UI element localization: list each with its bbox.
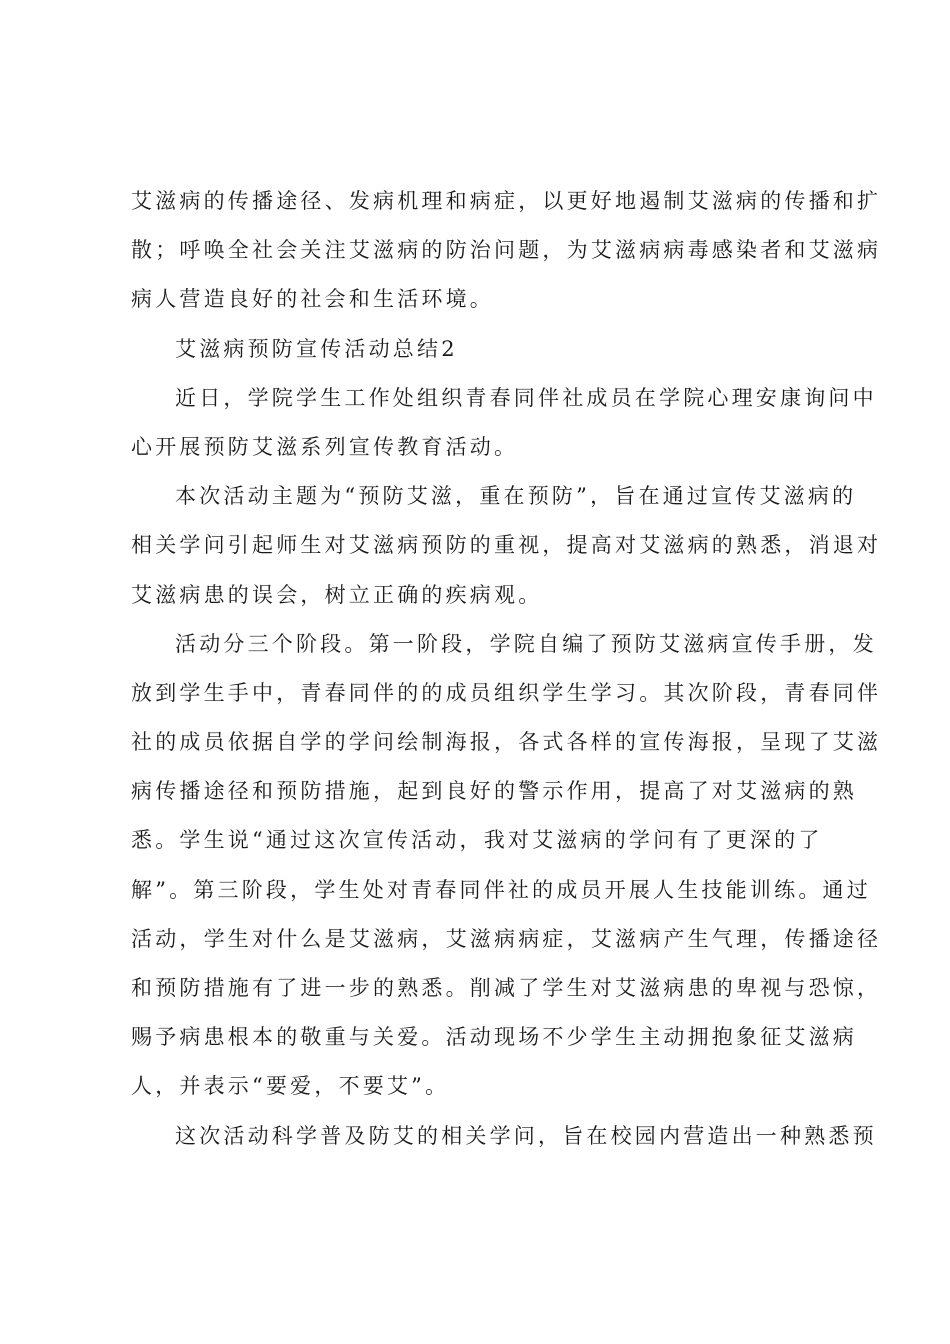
text-line: 放到学生手中，青春同伴的的成员组织学生学习。其次阶段，青春同伴 <box>131 680 882 705</box>
text-line: 本次活动主题为“预防艾滋，重在预防”，旨在通过宣传艾滋病的 <box>175 484 857 509</box>
text-line: 艾滋病的传播途径、发病机理和病症，以更好地遏制艾滋病的传播和扩 <box>131 189 882 213</box>
text-line: 病传播途径和预防措施，起到良好的警示作用，提高了对艾滋病的熟 <box>131 779 857 804</box>
text-line: 心开展预防艾滋系列宣传教育活动。 <box>131 434 519 459</box>
text-line: 赐予病患根本的敬重与关爱。活动现场不少学生主动拥抱象征艾滋病 <box>131 1025 857 1050</box>
text-line: 散；呼唤全社会关注艾滋病的防治问题，为艾滋病病毒感染者和艾滋病 <box>131 238 882 263</box>
text-line: 艾滋病患的误会，树立正确的疾病观。 <box>131 582 543 607</box>
text-line: 活动，学生对什么是艾滋病，艾滋病病症，艾滋病产生气理，传播途径 <box>131 926 882 951</box>
text-line: 解”。第三阶段，学生处对青春同伴社的成员开展人生技能训练。通过 <box>131 877 871 902</box>
text-line: 近日，学院学生工作处组织青春同伴社成员在学院心理安康询问中 <box>175 385 877 410</box>
text-line: 人，并表示“要爱，不要艾”。 <box>131 1074 450 1099</box>
text-line: 艾滋病预防宣传活动总结2 <box>175 336 458 361</box>
text-line: 病人营造良好的社会和生活环境。 <box>131 287 494 312</box>
text-line: 悉。学生说“通过这次宣传活动，我对艾滋病的学问有了更深的了 <box>131 828 823 853</box>
body-text <box>131 177 882 1161</box>
text-line: 和预防措施有了进一步的熟悉。削减了学生对艾滋病患的卑视与恐惊， <box>131 976 882 1000</box>
text-line: 活动分三个阶段。第一阶段，学院自编了预防艾滋病宣传手册，发 <box>175 631 877 656</box>
text-line: 社的成员依据自学的学问绘制海报，各式各样的宣传海报，呈现了艾滋 <box>131 730 882 755</box>
text-line: 相关学问引起师生对艾滋病预防的重视，提高对艾滋病的熟悉，消退对 <box>131 533 882 558</box>
text-line: 这次活动科学普及防艾的相关学问，旨在校园内营造出一种熟悉预 <box>175 1123 877 1148</box>
